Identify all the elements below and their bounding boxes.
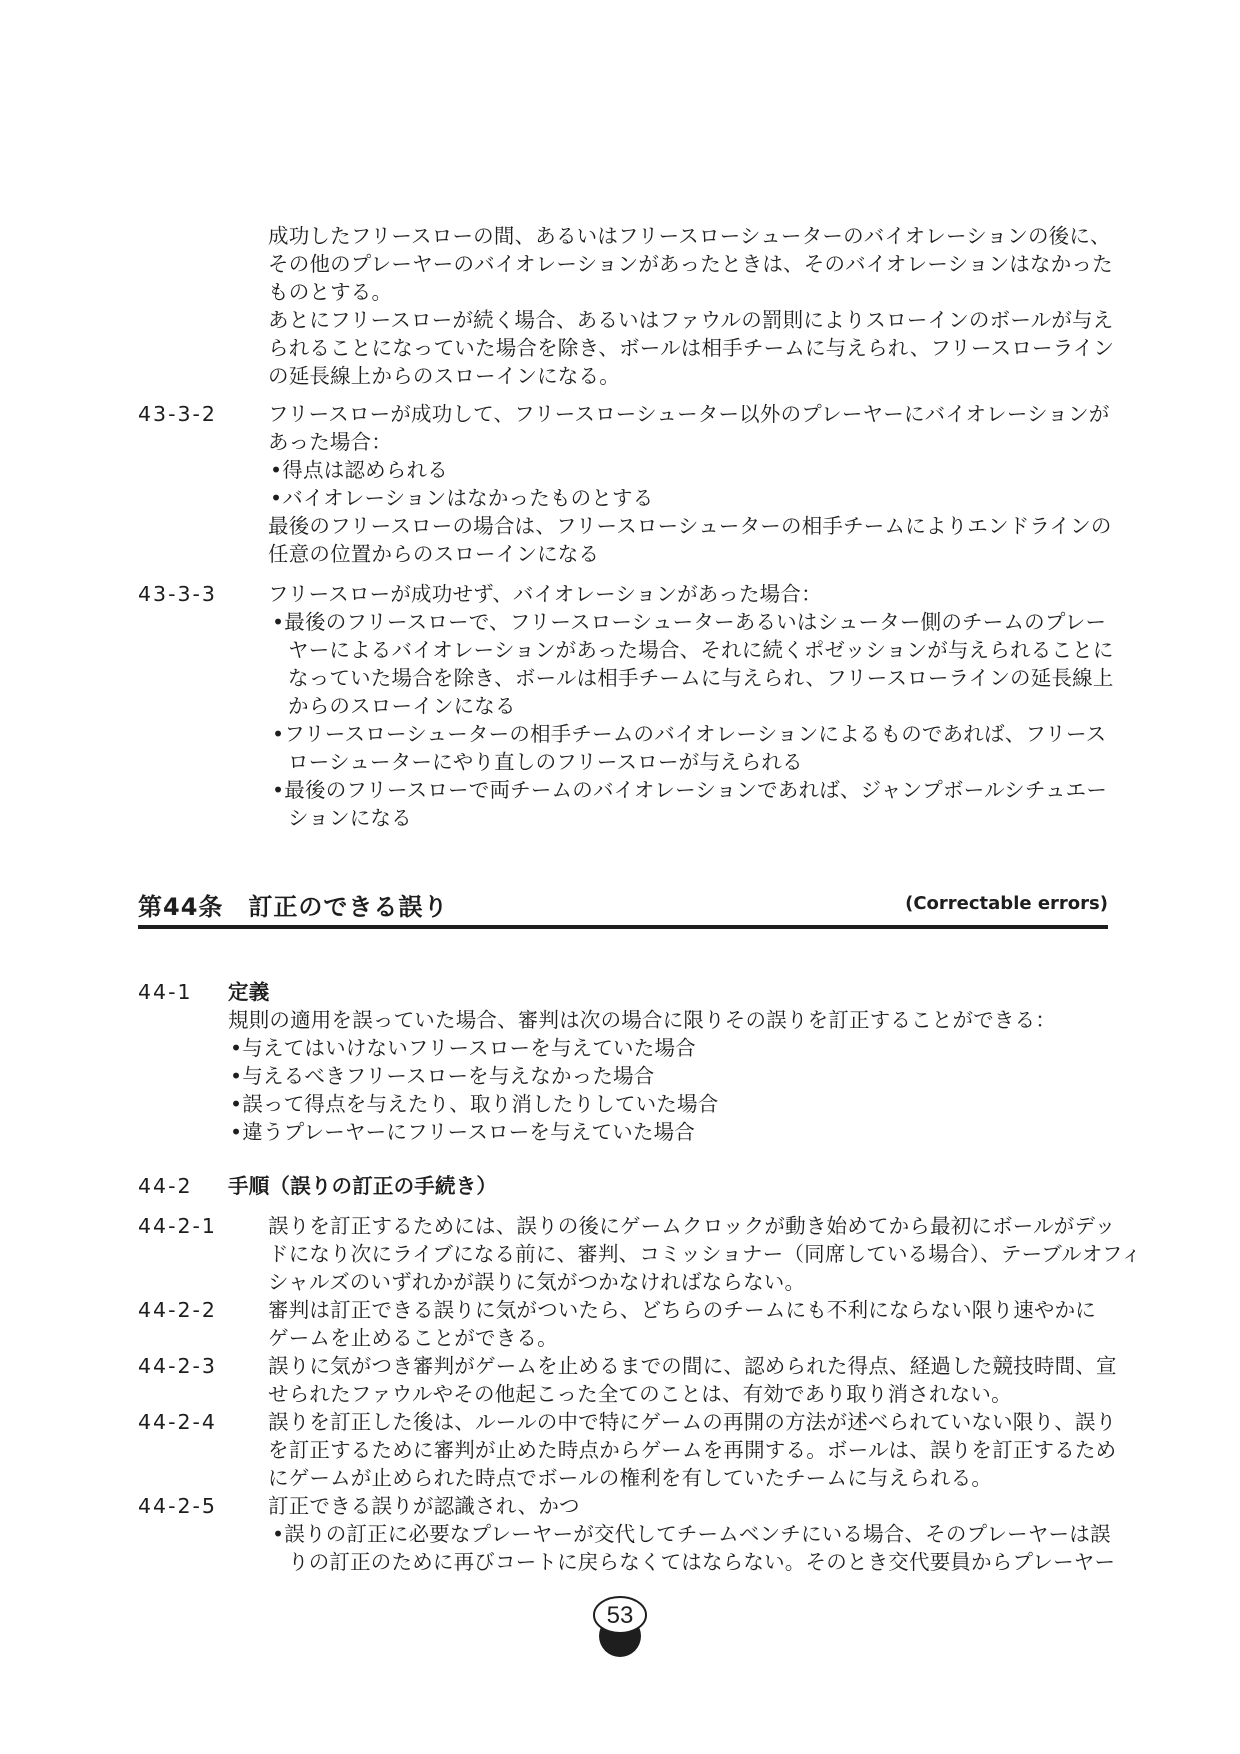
clause-number-44-2-5: 44-2-5 (138, 1494, 217, 1518)
intro-line-5: られることになっていた場合を除き、ボールは相手チームに与えられ、フリースローライン (268, 336, 1115, 360)
clause-44-2-5-bullet-1-line-1: •誤りの訂正に必要なプレーヤーが交代してチームベンチにいる場合、そのプレーヤーは誤 (272, 1522, 1111, 1546)
clause-44-1-bullet-3: •誤って得点を与えたり、取り消したりしていた場合 (230, 1092, 719, 1116)
clause-43-3-3-bullet-1-line-1: •最後のフリースローで、フリースローシューターあるいはシューター側のチームのプレー (272, 610, 1107, 634)
intro-line-6: の延長線上からのスローインになる。 (268, 364, 620, 388)
page-number-badge-icon (587, 1590, 653, 1660)
clause-43-3-3-bullet-2-line-1: •フリースローシューターの相手チームのバイオレーションによるものであれば、フリース (272, 722, 1107, 746)
intro-line-1: 成功したフリースローの間、あるいはフリースローシューターのバイオレーションの後に、 (268, 224, 1111, 248)
clause-43-3-3-bullet-1-line-3: なっていた場合を除き、ボールは相手チームに与えられ、フリースローラインの延長線上 (288, 666, 1114, 690)
clause-44-2-2-line-1: 審判は訂正できる誤りに気がついたら、どちらのチームにも不利にならない限り速やかに (268, 1298, 1096, 1322)
clause-43-3-3-bullet-1-line-4: からのスローインになる (288, 694, 516, 718)
clause-43-3-3-bullet-3-line-2: ションになる (288, 806, 412, 830)
clause-43-3-3-lead: フリースローが成功せず、バイオレーションがあった場合： (268, 582, 822, 606)
clause-43-3-3-bullet-1-line-2: ヤーによるバイオレーションがあった場合、それに続くポゼッションが与えられることに (288, 638, 1114, 662)
clause-44-2-1-line-2: ドになり次にライブになる前に、審判、コミッショナー（同席している場合）、テーブルオフィ (268, 1242, 1142, 1266)
clause-number-44-2-3: 44-2-3 (138, 1354, 217, 1378)
clause-44-1-bullet-1: •与えてはいけないフリースローを与えていた場合 (230, 1036, 696, 1060)
clause-44-2-1-line-1: 誤りを訂正するためには、誤りの後にゲームクロックが動き始めてから最初にボールがデッ (268, 1214, 1116, 1238)
clause-44-2-5-bullet-1-line-2: りの訂正のために再びコートに戻らなくてはならない。そのとき交代要員からプレーヤー (288, 1550, 1116, 1574)
clause-number-44-2: 44-2 (138, 1174, 193, 1198)
intro-line-2: その他のプレーヤーのバイオレーションがあったときは、そのバイオレーションはなかった (268, 252, 1113, 276)
clause-number-44-2-1: 44-2-1 (138, 1214, 217, 1238)
clause-44-2-4-line-3: にゲームが止められた時点でボールの権利を有していたチームに与えられる。 (268, 1466, 993, 1490)
clause-number-44-1: 44-1 (138, 980, 193, 1004)
clause-44-2-title: 手順（誤りの訂正の手続き） (228, 1174, 498, 1198)
clause-44-1-bullet-2: •与えるべきフリースローを与えなかった場合 (230, 1064, 655, 1088)
clause-number-44-2-4: 44-2-4 (138, 1410, 217, 1434)
clause-43-3-2-line-5: 最後のフリースローの場合は、フリースローシューターの相手チームによりエンドラインの (268, 514, 1112, 538)
heading-rule (138, 925, 1108, 929)
clause-43-3-2-line-6: 任意の位置からのスローインになる (268, 542, 600, 566)
clause-44-2-1-line-3: シャルズのいずれかが誤りに気がつかなければならない。 (268, 1270, 806, 1294)
clause-43-3-3-bullet-3-line-1: •最後のフリースローで両チームのバイオレーションであれば、ジャンプボールシチュエー (272, 778, 1108, 802)
clause-number-43-3-2: 43-3-2 (138, 402, 217, 426)
clause-43-3-2-bullet-2: •バイオレーションはなかったものとする (270, 486, 654, 510)
article-title: 第44条 訂正のできる誤り (138, 893, 449, 921)
clause-43-3-2-line-1: フリースローが成功して、フリースローシューター以外のプレーヤーにバイオレーションが (268, 402, 1110, 426)
clause-44-2-3-line-2: せられたファウルやその他起こった全てのことは、有効であり取り消されない。 (268, 1382, 1012, 1406)
clause-43-3-3-bullet-2-line-2: ローシューターにやり直しのフリースローが与えられる (288, 750, 803, 774)
page-number-emblem (587, 1590, 653, 1660)
article-title-english: (Correctable errors) (905, 893, 1108, 914)
page-number: 53 (606, 1602, 634, 1629)
clause-44-2-3-line-1: 誤りに気がつき審判がゲームを止めるまでの間に、認められた得点、経過した競技時間、宣 (268, 1354, 1117, 1378)
intro-line-4: あとにフリースローが続く場合、あるいはファウルの罰則によりスローインのボールが与え (268, 308, 1114, 332)
clause-44-2-5-lead: 訂正できる誤りが認識され、かつ (268, 1494, 580, 1518)
clause-number-44-2-2: 44-2-2 (138, 1298, 217, 1322)
clause-43-3-2-line-2: あった場合： (268, 430, 392, 454)
clause-43-3-2-bullet-1: •得点は認められる (270, 458, 448, 482)
intro-line-3: ものとする。 (268, 280, 393, 304)
clause-number-43-3-3: 43-3-3 (138, 582, 217, 606)
clause-44-2-2-line-2: ゲームを止めることができる。 (268, 1326, 558, 1350)
clause-44-1-title: 定義 (228, 980, 270, 1004)
clause-44-2-4-line-2: を訂正するために審判が止めた時点からゲームを再開する。ボールは、誤りを訂正するため (268, 1438, 1117, 1462)
clause-44-1-line-1: 規則の適用を誤っていた場合、審判は次の場合に限りその誤りを訂正することができる： (228, 1008, 1056, 1032)
clause-44-2-4-line-1: 誤りを訂正した後は、ルールの中で特にゲームの再開の方法が述べられていない限り、誤り (268, 1410, 1117, 1434)
clause-44-1-bullet-4: •違うプレーヤーにフリースローを与えていた場合 (230, 1120, 696, 1144)
